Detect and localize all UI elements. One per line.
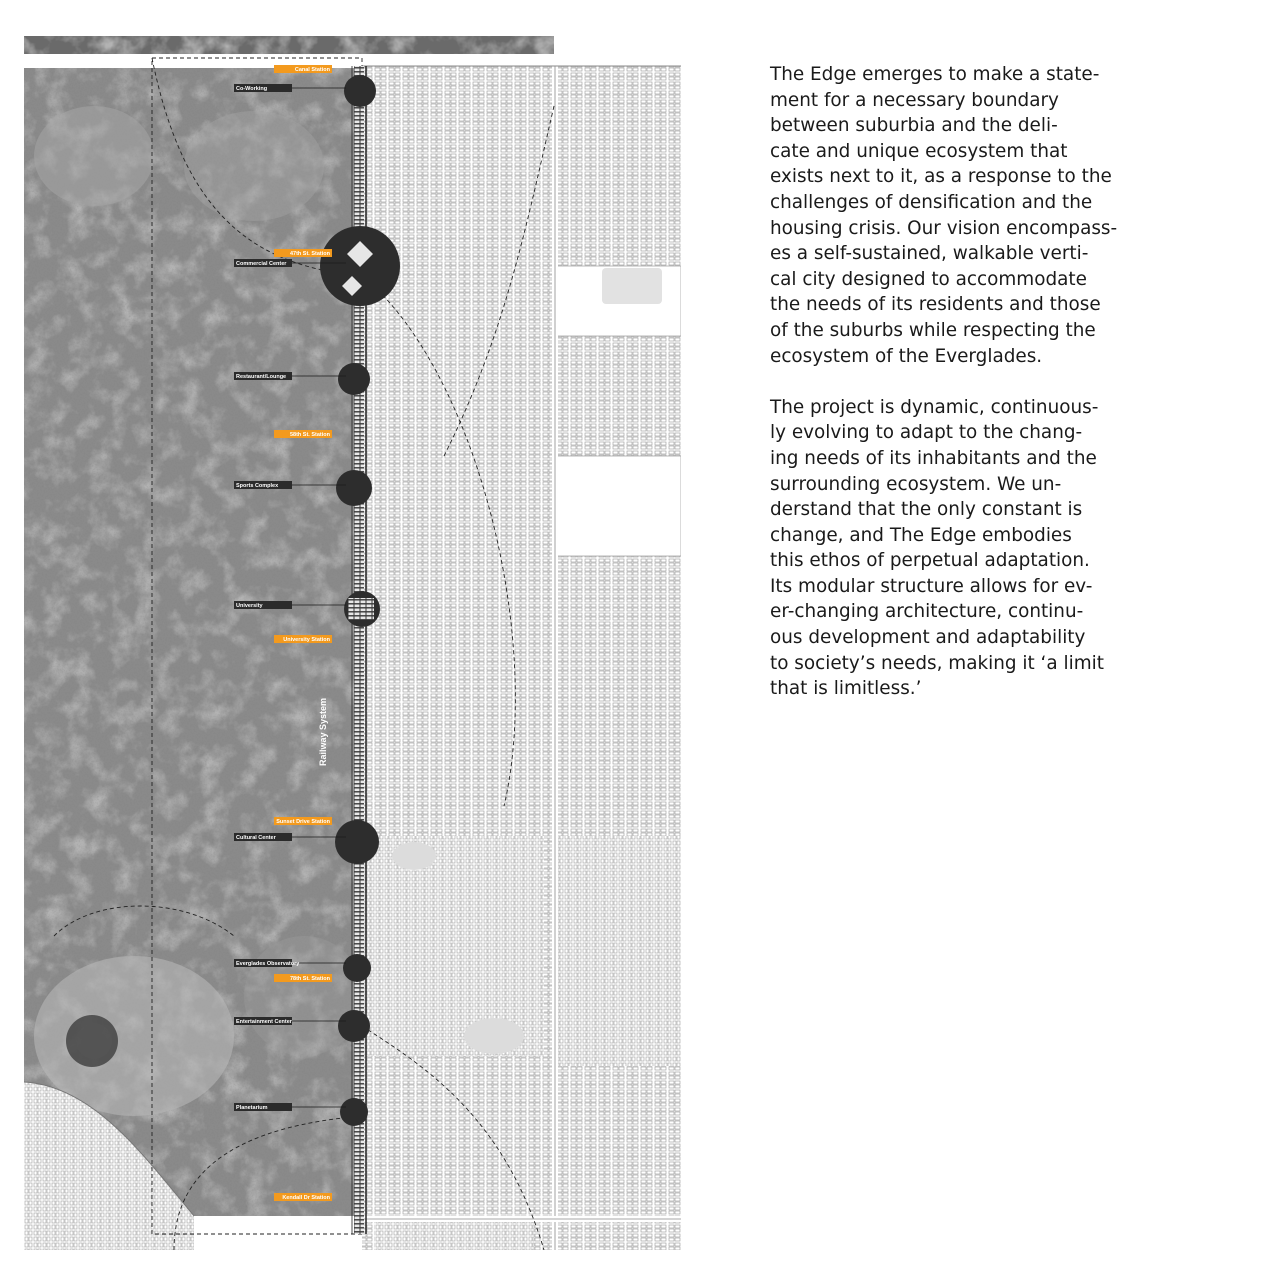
description-line: er-changing architecture, continu- [770, 601, 1084, 623]
description-line: between suburbia and the deli- [770, 115, 1058, 137]
station-label-text: 58th St. Station [289, 432, 330, 438]
program-label-text: Everglades Observatory [236, 961, 300, 967]
program-label-text: Planetarium [236, 1105, 268, 1111]
description-line: this ethos of perpetual adaptation. [770, 550, 1090, 572]
description-line: derstand that the only constant is [770, 499, 1083, 521]
station-label [274, 249, 332, 257]
description-line: challenges of densification and the [770, 191, 1093, 213]
description-line: change, and The Edge embodies [770, 524, 1072, 546]
station-label [274, 635, 332, 643]
station-label-text: 78th St. Station [289, 976, 330, 982]
description-line: ly evolving to adapt to the chang- [770, 422, 1083, 444]
program-label-text: Sports Complex [236, 483, 279, 489]
station-label [274, 65, 332, 73]
description-line: The Edge emerges to make a state- [770, 64, 1100, 85]
station-label [274, 430, 332, 438]
station-label-text: University Station [283, 637, 330, 643]
description-line: of the suburbs while respecting the [770, 319, 1096, 341]
description-line: surrounding ecosystem. We un- [770, 473, 1062, 495]
description-line: housing crisis. Our vision encompass- [770, 217, 1118, 239]
station-label-text: 47th St. Station [289, 251, 330, 257]
description-line: ing needs of its inhabitants and the [770, 447, 1097, 469]
description-line: Its modular structure allows for ev- [770, 575, 1093, 597]
station-label [274, 1193, 332, 1201]
program-label-text: University [236, 603, 263, 609]
program-label-text: Restaurant/Lounge [236, 374, 287, 380]
description-line: cal city designed to accommodate [770, 268, 1087, 290]
description-line: ous development and adaptability [770, 627, 1086, 649]
description-line: that is limitless.’ [770, 678, 922, 700]
station-label-text: Sunset Drive Station [276, 819, 330, 825]
description-line: to society’s needs, making it ‘a limit [770, 652, 1104, 674]
description-line: exists next to it, as a response to the [770, 166, 1112, 188]
railway-label: Railway System [318, 697, 328, 766]
station-label [274, 974, 332, 982]
station-label [274, 817, 332, 825]
description-line: cate and unique ecosystem that [770, 140, 1068, 162]
description-line: es a self-sustained, walkable verti- [770, 243, 1089, 265]
description-line: the needs of its residents and those [770, 294, 1101, 316]
description-line: ecosystem of the Everglades. [770, 345, 1043, 367]
station-label-text: Canal Station [294, 67, 330, 73]
project-description [770, 62, 1155, 727]
station-label-text: Kendall Dr Station [282, 1195, 330, 1201]
program-label-text: Co-Working [236, 86, 268, 92]
description-paragraph-1 [770, 62, 1155, 369]
description-paragraph-2 [770, 395, 1155, 702]
site-plan-map [24, 36, 681, 1250]
program-label-text: Entertainment Center [236, 1019, 292, 1025]
program-label-text: Commercial Center [236, 261, 287, 267]
description-line: ment for a necessary boundary [770, 89, 1059, 111]
description-line: The project is dynamic, continuous- [770, 396, 1099, 418]
program-label-text: Cultural Center [236, 835, 276, 841]
